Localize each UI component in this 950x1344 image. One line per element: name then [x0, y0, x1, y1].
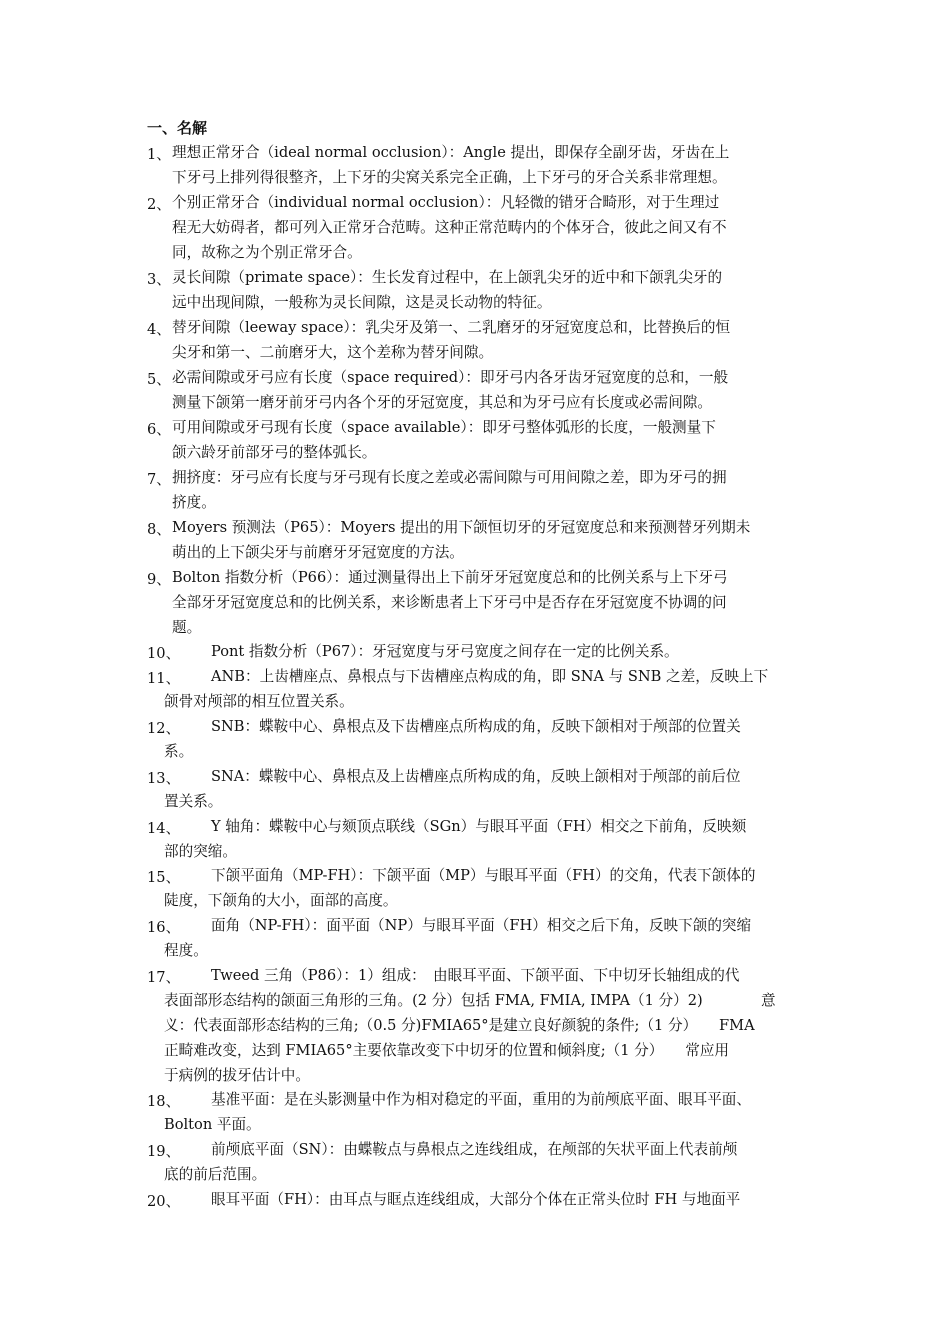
item-text-line: 颌骨对颅部的相互位置关系。	[164, 693, 354, 710]
item-number: 18、	[147, 1093, 181, 1110]
list-item	[147, 143, 809, 193]
item-text-line: 个别正常牙合（individual normal occlusion）：凡轻微的错牙合畸形，对于生理过	[172, 194, 720, 211]
item-number: 9、	[147, 571, 171, 588]
item-text-line: Pont 指数分析（P67）：牙冠宽度与牙弓宽度之间存在一定的比例关系。	[211, 643, 679, 660]
list-item	[147, 817, 809, 867]
item-number: 10、	[147, 645, 181, 662]
item-number: 4、	[147, 321, 171, 338]
list-item	[147, 1190, 809, 1215]
item-text-line: 可用间隙或牙弓现有长度（space available）：即牙弓整体弧形的长度，一般测量下	[172, 419, 716, 436]
item-number: 13、	[147, 770, 181, 787]
item-text-line: ANB：上齿槽座点、鼻根点与下齿槽座点构成的角，即 SNA 与 SNB 之差，反映上下	[211, 668, 769, 685]
list-item	[147, 767, 809, 817]
item-text-line: 题。	[172, 619, 202, 636]
item-text-line: SNB：蝶鞍中心、鼻根点及下齿槽座点所构成的角，反映下颌相对于颅部的位置关	[211, 718, 741, 735]
item-number: 17、	[147, 969, 181, 986]
list-item	[147, 667, 809, 717]
list-item	[147, 866, 809, 916]
item-text-line: Moyers 预测法（P65）：Moyers 提出的用下颌恒切牙的牙冠宽度总和来预测替牙列期未	[172, 519, 751, 536]
list-item	[147, 717, 809, 767]
list-item	[147, 642, 809, 667]
item-number: 5、	[147, 371, 171, 388]
item-text-line: 陡度，下颌角的大小，面部的高度。	[164, 892, 398, 909]
item-text-line: 尖牙和第一、二前磨牙大，这个差称为替牙间隙。	[172, 344, 494, 361]
item-text-line: Bolton 平面。	[164, 1116, 261, 1133]
item-number: 1、	[147, 146, 171, 163]
list-item	[147, 1090, 809, 1140]
item-text-line: 下牙弓上排列得很整齐，上下牙的尖窝关系完全正确，上下牙弓的牙合关系非常理想。	[172, 169, 727, 186]
item-text-line: 拥挤度：牙弓应有长度与牙弓现有长度之差或必需间隙与可用间隙之差，即为牙弓的拥	[172, 469, 727, 486]
item-text-line: 程无大妨碍者，都可列入正常牙合范畴。这种正常范畴内的个体牙合，彼此之间又有不	[172, 219, 727, 236]
list-item	[147, 468, 809, 518]
list-item	[147, 368, 809, 418]
item-text-line: 远中出现间隙，一般称为灵长间隙，这是灵长动物的特征。	[172, 294, 552, 311]
item-number: 7、	[147, 471, 171, 488]
item-text-line: SNA：蝶鞍中心、鼻根点及上齿槽座点所构成的角，反映上颌相对于颅部的前后位	[211, 768, 741, 785]
item-text-line: 置关系。	[164, 793, 223, 810]
item-text-line: 灵长间隙（primate space）：生长发育过程中，在上颌乳尖牙的近中和下颌乳尖牙的	[172, 269, 723, 286]
item-text-line: 理想正常牙合（ideal normal occlusion）：Angle 提出，即保存全副牙齿，牙齿在上	[172, 144, 730, 161]
item-text-line: 程度。	[164, 942, 208, 959]
item-text-line: 颌六龄牙前部牙弓的整体弧长。	[172, 444, 377, 461]
section-heading: 一、名解	[147, 119, 208, 137]
item-text-line: 前颅底平面（SN）：由蝶鞍点与鼻根点之连线组成，在颅部的矢状平面上代表前颅	[211, 1141, 738, 1158]
item-text-line: 基准平面：是在头影测量中作为相对稳定的平面，重用的为前颅底平面、眼耳平面、	[211, 1091, 751, 1108]
item-text-line: 全部牙牙冠宽度总和的比例关系，来诊断患者上下牙弓中是否存在牙冠宽度不协调的问	[172, 594, 727, 611]
item-text-line: 于病例的拔牙估计中。	[164, 1067, 310, 1084]
item-number: 2、	[147, 196, 171, 213]
list-item	[147, 568, 809, 643]
item-text-line: 底的前后范围。	[164, 1166, 267, 1183]
item-text-line: 同，故称之为个别正常牙合。	[172, 244, 362, 261]
list-item	[147, 193, 809, 268]
item-text-line: 眼耳平面（FH）：由耳点与眶点连线组成，大部分个体在正常头位时 FH 与地面平	[211, 1191, 741, 1208]
item-number: 6、	[147, 421, 171, 438]
item-number: 15、	[147, 869, 181, 886]
item-text-line: 表面部形态结构的颌面三角形的三角。(2 分）包括 FMA, FMIA, IMPA（1 分）2) 意	[164, 992, 776, 1009]
item-text-line: Y 轴角：蝶鞍中心与颏顶点联线（SGn）与眼耳平面（FH）相交之下前角，反映颏	[211, 818, 747, 835]
list-item	[147, 1140, 809, 1190]
list-item	[147, 966, 809, 1091]
item-number: 11、	[147, 670, 181, 687]
item-text-line: 部的突缩。	[164, 843, 237, 860]
item-text-line: 系。	[164, 743, 194, 760]
item-text-line: 挤度。	[172, 494, 216, 511]
item-number: 19、	[147, 1143, 181, 1160]
item-number: 14、	[147, 820, 181, 837]
item-text-line: 必需间隙或牙弓应有长度（space required）：即牙弓内各牙齿牙冠宽度的总和，一般	[172, 369, 729, 386]
item-text-line: 替牙间隙（leeway space）：乳尖牙及第一、二乳磨牙的牙冠宽度总和，比替换后的恒	[172, 319, 731, 336]
item-text-line: 义：代表面部形态结构的三角;（0.5 分)FMIA65°是建立良好颜貌的条件;（1 分） FMA	[164, 1017, 755, 1034]
item-text-line: Tweed 三角（P86）：1）组成： 由眼耳平面、下颌平面、下中切牙长轴组成的代	[211, 967, 740, 984]
list-item	[147, 318, 809, 368]
item-text-line: Bolton 指数分析（P66）：通过测量得出上下前牙牙冠宽度总和的比例关系与上下牙弓	[172, 569, 728, 586]
item-text-line: 面角（NP-FH）：面平面（NP）与眼耳平面（FH）相交之后下角，反映下颌的突缩	[211, 917, 752, 934]
item-number: 3、	[147, 271, 171, 288]
item-text-line: 下颌平面角（MP-FH）：下颌平面（MP）与眼耳平面（FH）的交角，代表下颌体的	[211, 867, 756, 884]
item-text-line: 测量下颌第一磨牙前牙弓内各个牙的牙冠宽度，其总和为牙弓应有长度或必需间隙。	[172, 394, 712, 411]
list-item	[147, 518, 809, 568]
list-item	[147, 268, 809, 318]
item-text-line: 正畸难改变，达到 FMIA65°主要依靠改变下中切牙的位置和倾斜度;（1 分） 常应用	[164, 1042, 730, 1059]
item-number: 8、	[147, 521, 171, 538]
item-number: 16、	[147, 919, 181, 936]
list-item	[147, 916, 809, 966]
list-item	[147, 418, 809, 468]
item-number: 12、	[147, 720, 181, 737]
item-text-line: 萌出的上下颌尖牙与前磨牙牙冠宽度的方法。	[172, 544, 464, 561]
item-number: 20、	[147, 1193, 181, 1210]
